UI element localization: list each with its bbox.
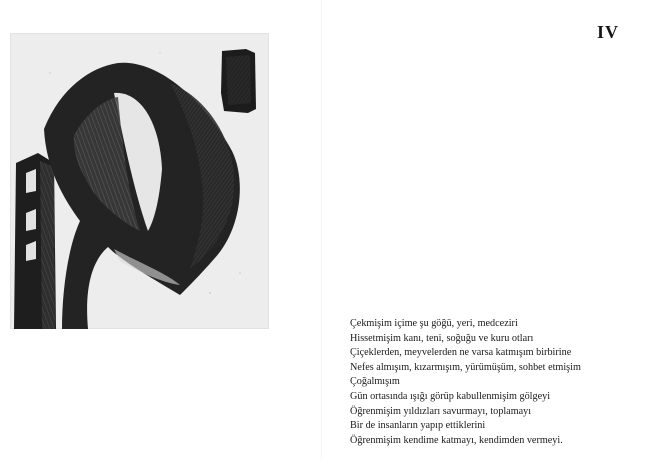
poem-line: Gün ortasında ışığı görüp kabullenmişim gölgeyi: [350, 390, 551, 402]
poem-line: Hissetmişim kanı, teni, soğuğu ve kuru otları: [350, 332, 534, 344]
poem-line: Çekmişim içime şu göğü, yeri, medceziri: [350, 318, 518, 329]
poem-line: Nefes almışım, kızarmışım, yürümüşüm, sohbet etmişim: [350, 361, 581, 373]
poem-line: Bir de insanların yapıp ettiklerini: [350, 420, 486, 432]
left-page: [0, 0, 322, 459]
poem-line: Çoğalmışım: [350, 376, 400, 388]
etching-abstract-icon: [10, 33, 269, 329]
etching-artwork: [10, 33, 269, 329]
chapter-numeral: IV: [597, 22, 620, 42]
poem-line: Çiçeklerden, meyvelerden ne varsa katmışım birbirine: [350, 347, 572, 359]
poem-line: Öğrenmişim yıldızları savurmayı, toplamayı: [350, 405, 532, 417]
poem-text: [350, 317, 640, 448]
poem-line: Öğrenmişim kendime katmayı, kendimden vermeyi.: [350, 434, 563, 446]
